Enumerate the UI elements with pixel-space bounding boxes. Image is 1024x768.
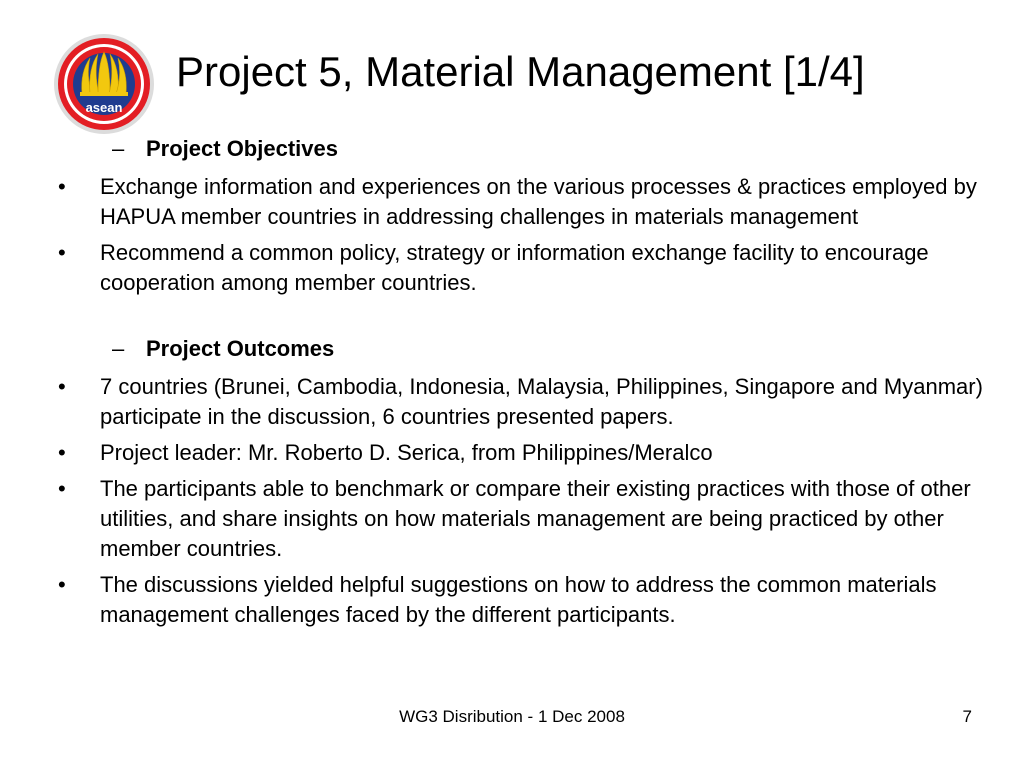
objectives-heading: Project Objectives (146, 136, 338, 161)
objectives-heading-row (0, 134, 1024, 164)
outcome-text: The discussions yielded helpful suggestions on how to address the common materials management challenges faced by the different participants. (100, 572, 937, 627)
outcome-item (0, 372, 1024, 432)
objective-text: Exchange information and experiences on the various processes & practices employed by HAPUA member countries in addressing challenges in materials management (100, 174, 977, 229)
outcome-item (0, 570, 1024, 630)
asean-logo-icon (52, 32, 156, 136)
outcome-text: The participants able to benchmark or compare their existing practices with those of other utilities, and share insights on how materials management are being practiced by other member countries. (100, 476, 971, 561)
footer-text: WG3 Disribution - 1 Dec 2008 (399, 707, 625, 726)
bullet-icon: • (58, 440, 66, 465)
outcomes-heading: Project Outcomes (146, 336, 335, 361)
objective-text: Recommend a common policy, strategy or information exchange facility to encourage cooperation among member countries. (100, 240, 929, 295)
page-number: 7 (962, 707, 972, 726)
outcome-text: Project leader: Mr. Roberto D. Serica, from Philippines/Meralco (100, 440, 713, 465)
outcome-text: 7 countries (Brunei, Cambodia, Indonesia, Malaysia, Philippines, Singapore and Myanmar) participate in the discussion, 6 countries presented papers. (100, 374, 983, 429)
outcomes-heading-row (0, 334, 1024, 364)
bullet-icon: • (58, 476, 66, 501)
objective-item (0, 238, 1024, 298)
bullet-icon: • (58, 174, 66, 199)
bullet-icon: • (58, 572, 66, 597)
objectives-dash: – (112, 136, 125, 161)
objective-item (0, 172, 1024, 232)
logo-lettering: asean (85, 100, 123, 115)
bullet-icon: • (58, 240, 66, 265)
outcomes-dash: – (112, 336, 125, 361)
outcome-item (0, 474, 1024, 564)
slide-content (0, 134, 1024, 636)
outcome-item (0, 438, 1024, 468)
section-spacer (0, 304, 1024, 334)
bullet-icon: • (58, 374, 66, 399)
slide-title: Project 5, Material Management [1/4] (176, 48, 865, 95)
